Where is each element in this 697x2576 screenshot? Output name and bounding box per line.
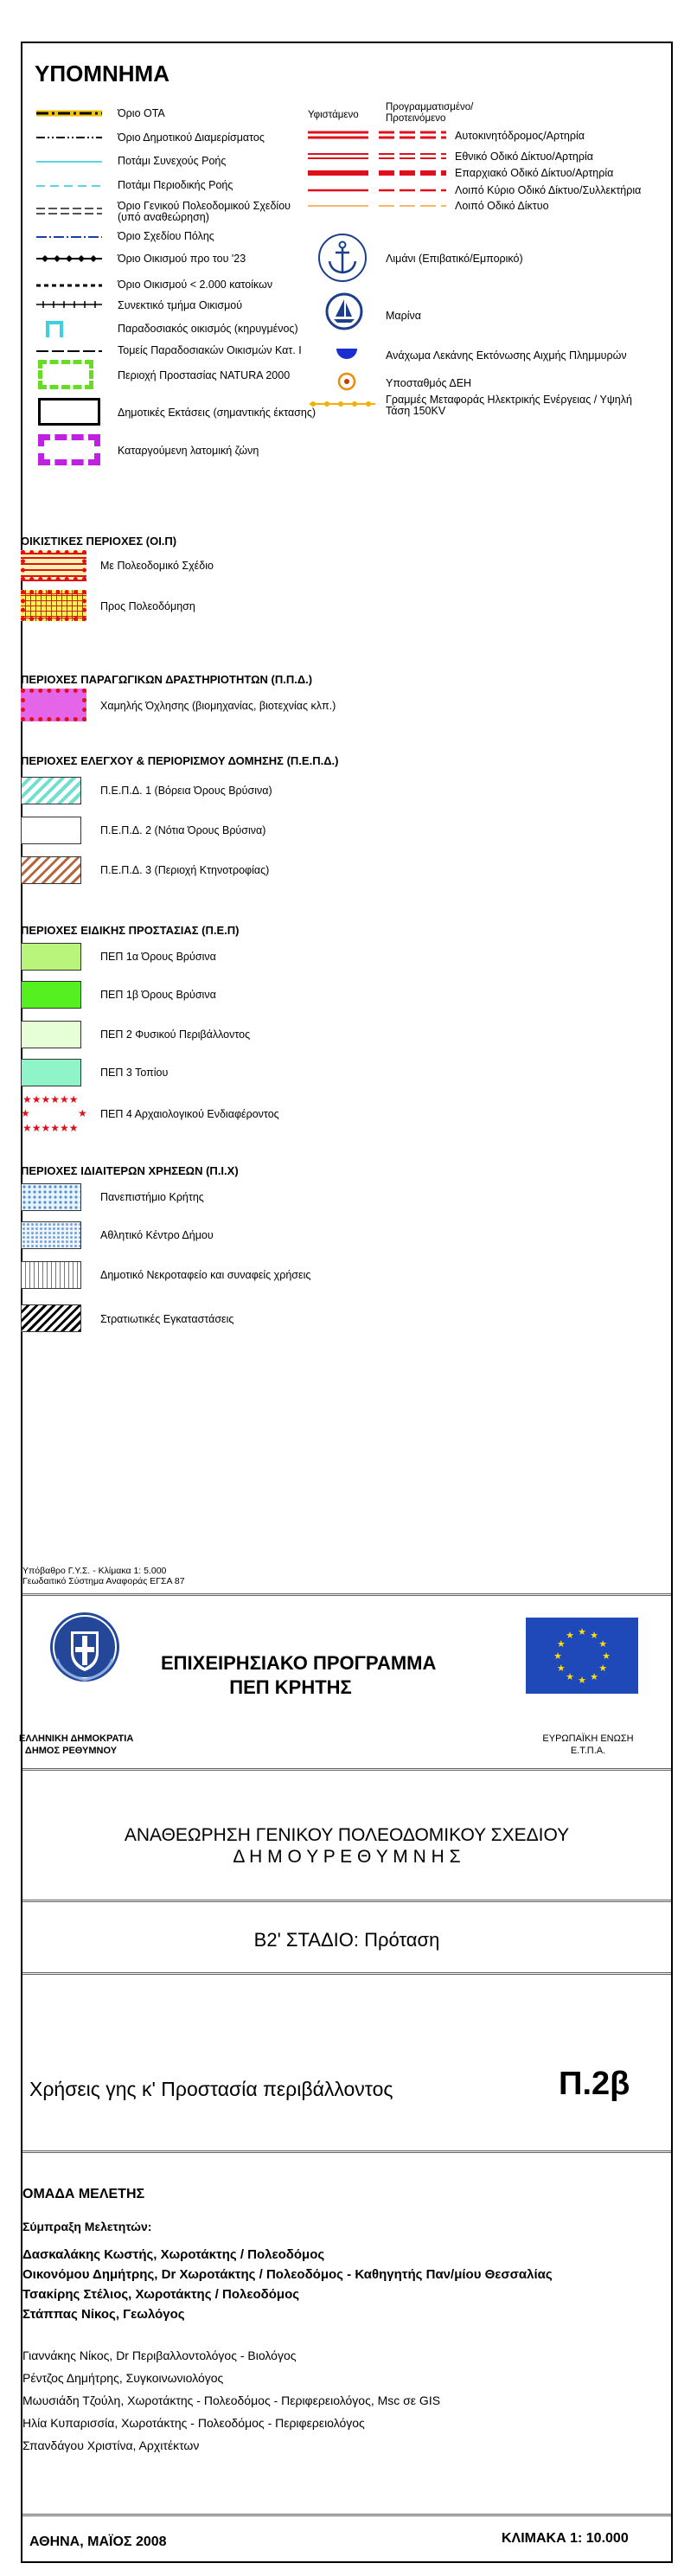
section-title: ΠΕΡΙΟΧΕΣ ΕΛΕΓΧΟΥ & ΠΕΡΙΟΡΙΣΜΟΥ ΔΟΜΗΣΗΣ (Π.Ε.Π.Δ.) — [21, 754, 339, 767]
traditional-settlement-symbol — [45, 320, 64, 339]
road-legend-item: Λοιπό Οδικό Δίκτυο — [455, 200, 549, 212]
section-item: Π.Ε.Π.Δ. 2 (Νότια Όρους Βρύσινα) — [100, 824, 266, 836]
map-sheet-frame — [21, 42, 673, 2563]
right-legend-item: Ανάχωμα Λεκάνης Εκτόνωσης Αιχμής Πλημμυρών — [386, 349, 627, 362]
eu-star-icon: ★ — [598, 1638, 608, 1650]
legend-item: Όριο Οικισμού < 2.000 κατοίκων — [118, 279, 273, 291]
consortium-label: Σύμπραξη Μελετητών: — [22, 2220, 152, 2233]
marina-sailboat-icon — [325, 292, 363, 330]
seasonal-river-symbol — [35, 183, 104, 189]
panel-divider — [22, 2150, 671, 2153]
municipality-label: ΔΗΜΟΣ ΡΕΘΥΜΝΟΥ — [24, 1746, 118, 1756]
planned-column-header: Προγραμματισμένο/ Προτεινόμενο — [386, 102, 474, 124]
team-member: Σπανδάγου Χριστίνα, Αρχιτέκτων — [22, 2438, 200, 2452]
geodetic-note: Γεωδαιτικό Σύστημα Αναφοράς ΕΓΣΑ 87 — [22, 1576, 185, 1586]
road-network-symbols — [308, 128, 446, 211]
team-member: Ρέντζος Δημήτρης, Συγκοινωνιολόγος — [22, 2371, 224, 2385]
pep-2-symbol — [21, 1021, 81, 1048]
district-boundary-symbol — [35, 133, 104, 142]
consortium-member: Τσακίρης Στέλιος, Χωροτάκτης / Πολεοδόμος — [22, 2287, 300, 2302]
low-nuisance-symbol — [21, 689, 86, 721]
eu-flag-icon — [526, 1618, 638, 1694]
to-be-planned-symbol — [21, 590, 86, 621]
legend-item: Ποτάμι Συνεχούς Ροής — [118, 155, 227, 167]
permanent-river-symbol — [35, 158, 104, 165]
eu-star-icon: ★ — [556, 1663, 566, 1674]
pre1923-boundary-symbol — [35, 254, 104, 263]
road-legend-item: Επαρχιακό Οδικό Δίκτυο/Αρτηρία — [455, 167, 614, 179]
port-anchor-icon — [317, 232, 368, 284]
program-title: ΕΠΙΧΕΙΡΗΣΙΑΚΟ ΠΡΟΓΡΑΜΜΑ — [161, 1652, 437, 1674]
eu-star-icon: ★ — [566, 1629, 574, 1641]
svg-text:★★★★★★: ★★★★★★ — [22, 1093, 79, 1105]
section-item: ΠΕΠ 1α Όρους Βρύσινα — [100, 951, 216, 963]
legend-item: Δημοτικές Εκτάσεις (σημαντικής έκτασης) — [118, 407, 317, 419]
eu-star-icon: ★ — [578, 1675, 586, 1686]
project-title: ΑΝΑΘΕΩΡΗΣΗ ΓΕΝΙΚΟΥ ΠΟΛΕΟΔΟΜΙΚΟΥ ΣΧΕΔΙΟΥ — [124, 1825, 570, 1845]
legend-item: Όριο Οικισμού προ του '23 — [118, 253, 246, 265]
right-legend-item: Γραμμές Μεταφοράς Ηλεκτρικής Ενέργειας / Υψηλή Τάση 150KV — [386, 394, 632, 417]
svg-text:★★★★★★: ★★★★★★ — [22, 1122, 79, 1133]
sports-center-symbol — [21, 1221, 81, 1249]
consortium-member: Δασκαλάκης Κωστής, Χωροτάκτης / Πολεοδόμος — [22, 2247, 325, 2262]
eu-star-icon: ★ — [556, 1638, 566, 1650]
municipal-boundary-symbol — [35, 109, 104, 118]
team-member: Μωυσιάδη Τζούλη, Χωροτάκτης - Πολεοδόμος - Περιφερειολόγος, Msc σε GIS — [22, 2393, 441, 2407]
right-legend-item: Μαρίνα — [386, 310, 422, 322]
pepd-3-symbol — [21, 856, 81, 884]
road-legend-item: Εθνικό Οδικό Δίκτυο/Αρτηρία — [455, 151, 593, 163]
city-plan-boundary-symbol — [35, 234, 104, 240]
coherent-settlement-symbol — [35, 300, 104, 309]
legend-item: Καταργούμενη λατομική ζώνη — [118, 445, 259, 457]
power-line-symbol — [308, 400, 377, 408]
section-item: Με Πολεοδομικό Σχέδιο — [100, 560, 214, 572]
legend-title: ΥΠΟΜΝΗΜΑ — [35, 61, 169, 87]
pep-1b-symbol — [21, 981, 81, 1009]
university-symbol — [21, 1183, 81, 1211]
legend-item: Τομείς Παραδοσιακών Οικισμών Κατ. Ι — [118, 344, 302, 356]
program-subtitle: ΠΕΠ ΚΡΗΤΗΣ — [229, 1676, 352, 1698]
road-legend-item: Λοιπό Κύριο Οδικό Δίκτυο/Συλλεκτήρια — [455, 184, 642, 196]
pep-1a-symbol — [21, 943, 81, 971]
substation-icon — [337, 372, 356, 391]
legend-item: Παραδοσιακός οικισμός (κηρυγμένος) — [118, 323, 298, 335]
scale-label: ΚΛΙΜΑΚΑ 1: 10.000 — [502, 2531, 629, 2546]
greek-state-emblem-icon — [47, 1607, 123, 1694]
legend-item: Ποτάμι Περιοδικής Ροής — [118, 179, 233, 191]
section-item: ΠΕΠ 1β Όρους Βρύσινα — [100, 989, 216, 1001]
eu-label: ΕΥΡΩΠΑΪΚΗ ΕΝΩΣΗ — [542, 1733, 634, 1744]
team-member: Ηλία Κυπαρισσία, Χωροτάκτης - Πολεοδόμος - Περιφερειολόγος — [22, 2416, 365, 2430]
drawing-title: Χρήσεις γης κ' Προστασία περιβάλλοντος — [29, 2078, 393, 2100]
svg-text:★: ★ — [21, 1107, 30, 1119]
gps-boundary-symbol — [35, 206, 104, 216]
stage-label: Β2' ΣΤΑΔΙΟ: Πρόταση — [253, 1929, 440, 1951]
panel-divider — [22, 1972, 671, 1975]
planned-settlement-symbol — [21, 550, 86, 581]
drawing-code: Π.2β — [559, 2066, 630, 2102]
consortium-member: Οικονόμου Δημήτρης, Dr Χωροτάκτης / Πολεοδόμος - Καθηγητής Παν/μίου Θεσσαλίας — [22, 2267, 553, 2282]
quarry-zone-symbol — [38, 434, 100, 465]
pepd-1-symbol — [21, 777, 81, 804]
eu-star-icon: ★ — [553, 1650, 562, 1662]
eu-star-icon: ★ — [578, 1626, 586, 1637]
section-item: ΠΕΠ 3 Τοπίου — [100, 1067, 169, 1079]
legend-item: Περιοχή Προστασίας NATURA 2000 — [118, 369, 291, 381]
section-item: ΠΕΠ 2 Φυσικού Περιβάλλοντος — [100, 1028, 251, 1041]
place-date: ΑΘΗΝΑ, ΜΑΪΟΣ 2008 — [29, 2534, 167, 2549]
section-item: Π.Ε.Π.Δ. 1 (Βόρεια Όρους Βρύσινα) — [100, 785, 272, 797]
erdf-label: Ε.Τ.Π.Α. — [570, 1746, 606, 1756]
consortium-member: Στάππας Νίκος, Γεωλόγος — [22, 2307, 185, 2322]
section-item: Δημοτικό Νεκροταφείο και συναφείς χρήσεις — [100, 1269, 311, 1281]
flood-embankment-icon — [336, 348, 358, 360]
panel-divider — [22, 1900, 671, 1902]
section-title: ΠΕΡΙΟΧΕΣ ΕΙΔΙΚΗΣ ΠΡΟΣΤΑΣΙΑΣ (Π.Ε.Π) — [21, 924, 240, 937]
eu-star-icon: ★ — [602, 1650, 611, 1662]
municipal-land-symbol — [38, 398, 100, 426]
legend-item: Όριο Σχεδίου Πόλης — [118, 230, 214, 242]
section-title: ΠΕΡΙΟΧΕΣ ΠΑΡΑΓΩΓΙΚΩΝ ΔΡΑΣΤΗΡΙΟΤΗΤΩΝ (Π.Π.Δ.) — [21, 673, 313, 686]
road-legend-item: Αυτοκινητόδρομος/Αρτηρία — [455, 130, 585, 142]
pep-4-archaeological-symbol — [21, 1093, 90, 1133]
pep-3-symbol — [21, 1059, 81, 1086]
legend-item: Όριο Γενικού Πολεοδομικού Σχεδίου (υπό αναθεώρηση) — [118, 200, 291, 223]
cemetery-symbol — [21, 1261, 81, 1289]
section-item: Προς Πολεοδόμηση — [100, 600, 195, 612]
pepd-2-symbol — [21, 817, 81, 844]
project-municipality: Δ Η Μ Ο Υ Ρ Ε Θ Υ Μ Ν Η Σ — [233, 1847, 461, 1867]
right-legend-item: Υποσταθμός ΔΕΗ — [386, 377, 472, 389]
section-item: ΠΕΠ 4 Αρχαιολογικού Ενδιαφέροντος — [100, 1108, 279, 1120]
panel-divider — [22, 2514, 671, 2516]
basemap-note: Υπόβαθρο Γ.Υ.Σ. - Κλίμακα 1: 5.000 — [22, 1566, 167, 1576]
section-item: Αθλητικό Κέντρο Δήμου — [100, 1229, 214, 1241]
eu-star-icon: ★ — [590, 1671, 598, 1683]
traditional-sectors-symbol — [35, 348, 104, 355]
panel-divider — [22, 1593, 671, 1596]
eu-star-icon: ★ — [566, 1671, 574, 1683]
section-item: Χαμηλής Όχλησης (βιομηχανίας, βιοτεχνίας κλπ.) — [100, 700, 336, 712]
right-legend-item: Λιμάνι (Επιβατικό/Εμπορικό) — [386, 253, 523, 265]
section-item: Π.Ε.Π.Δ. 3 (Περιοχή Κτηνοτροφίας) — [100, 864, 270, 876]
legend-item: Όριο ΟΤΑ — [118, 107, 165, 119]
panel-divider — [22, 1768, 671, 1771]
small-settlement-boundary-symbol — [35, 282, 104, 289]
section-item: Πανεπιστήμιο Κρήτης — [100, 1191, 204, 1203]
section-title: ΟΙΚΙΣΤΙΚΕΣ ΠΕΡΙΟΧΕΣ (ΟΙ.Π) — [21, 535, 177, 548]
military-symbol — [21, 1304, 81, 1332]
section-title: ΠΕΡΙΟΧΕΣ ΙΔΙΑΙΤΕΡΩΝ ΧΡΗΣΕΩΝ (Π.Ι.Χ) — [21, 1164, 239, 1177]
legend-item: Συνεκτικό τμήμα Οικισμού — [118, 299, 243, 311]
team-member: Γιαννάκης Νίκος, Dr Περιβαλλοντολόγος - Βιολόγος — [22, 2349, 297, 2362]
natura-area-symbol — [38, 360, 93, 389]
existing-column-header: Υφιστάμενο — [308, 110, 359, 120]
hellenic-republic-label: ΕΛΛΗΝΙΚΗ ΔΗΜΟΚΡΑΤΙΑ — [19, 1733, 134, 1744]
team-title: ΟΜΑΔΑ ΜΕΛΕΤΗΣ — [22, 2187, 145, 2201]
eu-star-icon: ★ — [590, 1629, 598, 1641]
legend-item: Όριο Δημοτικού Διαμερίσματος — [118, 131, 265, 144]
eu-star-icon: ★ — [598, 1663, 608, 1674]
section-item: Στρατιωτικές Εγκαταστάσεις — [100, 1313, 234, 1325]
svg-text:★: ★ — [78, 1107, 87, 1119]
